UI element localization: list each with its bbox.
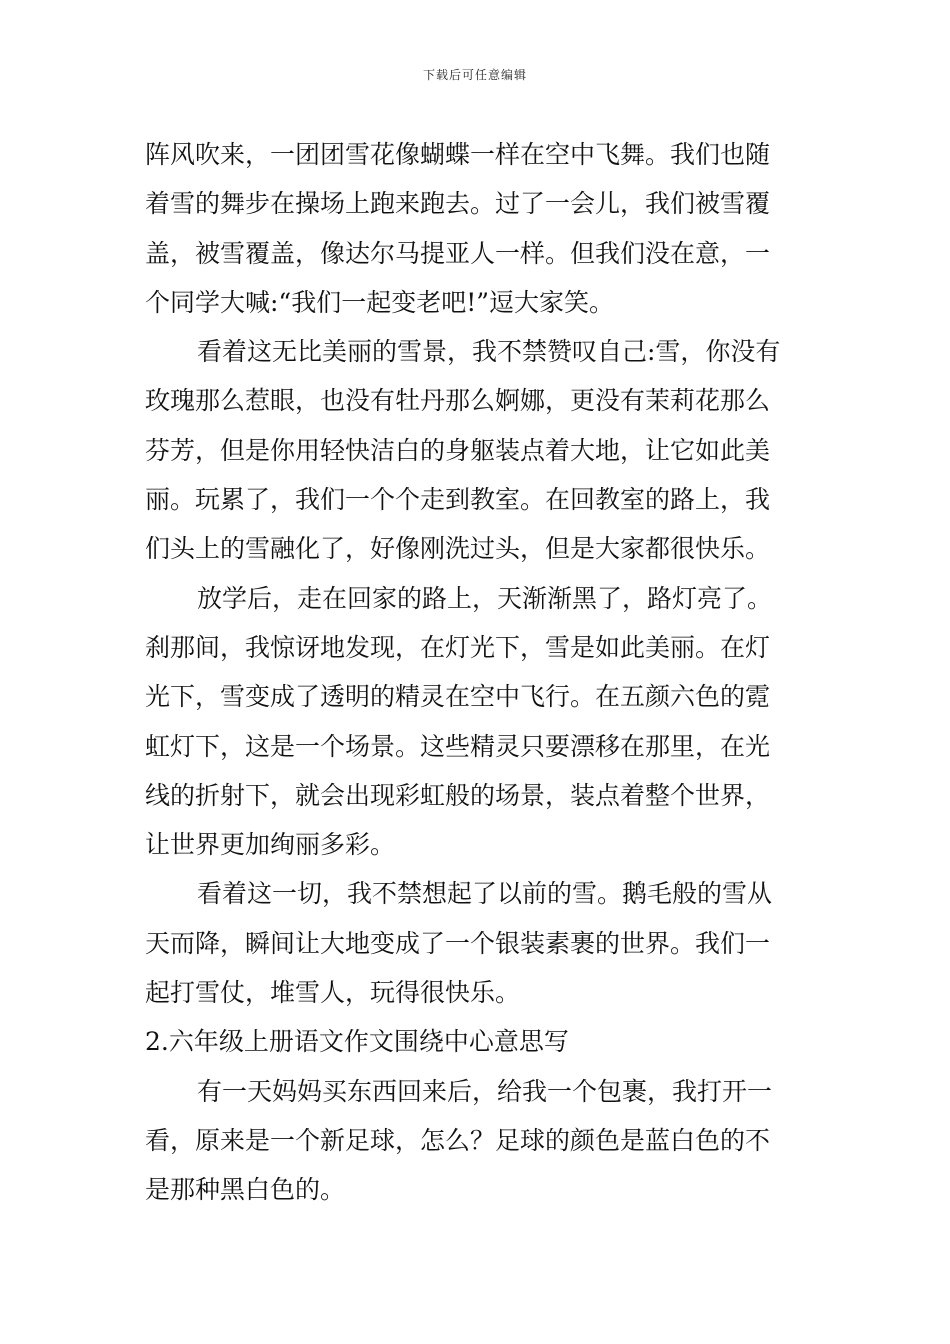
text-line: 是那种黑白色的。: [145, 1175, 346, 1205]
paragraph-start-line: 看着这无比美丽的雪景，我不禁赞叹自己:雪，你没有: [197, 337, 781, 367]
essay-body: [145, 130, 810, 1215]
text-line: 盖，被雪覆盖，像达尔马提亚人一样。但我们没在意，一: [145, 238, 771, 268]
text-line: 线的折射下，就会出现彩虹般的场景，装点着整个世界，: [145, 780, 771, 810]
paragraph-start-line: 放学后，走在回家的路上，天渐渐黑了，路灯亮了。: [197, 583, 773, 613]
text-line: 个同学大喊:“我们一起变老吧!”逗大家笑。: [145, 287, 615, 317]
text-line: 刹那间，我惊讶地发现，在灯光下，雪是如此美丽。在灯: [145, 632, 771, 662]
text-line: 们头上的雪融化了，好像刚洗过头，但是大家都很快乐。: [145, 534, 771, 564]
text-line: 丽。玩累了，我们一个个走到教室。在回教室的路上，我: [145, 485, 771, 515]
text-line: 起打雪仗，堆雪人，玩得很快乐。: [145, 978, 521, 1008]
text-line: 阵风吹来，一团团雪花像蝴蝶一样在空中飞舞。我们也随: [145, 140, 771, 169]
text-line: 虹灯下，这是一个场景。这些精灵只要漂移在那里，在光: [145, 731, 771, 761]
download-note: 下载后可任意编辑: [422, 68, 527, 82]
text-line: 光下，雪变成了透明的精灵在空中飞行。在五颜六色的霓: [145, 682, 771, 712]
text-line: 天而降，瞬间让大地变成了一个银装素裹的世界。我们一: [145, 928, 771, 958]
text-line: 着雪的舞步在操场上跑来跑去。过了一会儿，我们被雪覆: [145, 189, 771, 219]
section-heading: 2.六年级上册语文作文围绕中心意思写: [145, 1027, 569, 1057]
text-line: 让世界更加绚丽多彩。: [145, 830, 396, 860]
text-line: 玫瑰那么惹眼，也没有牡丹那么婀娜，更没有茉莉花那么: [145, 386, 771, 416]
paragraph-start-line: 看着这一切，我不禁想起了以前的雪。鹅毛般的雪从: [197, 879, 773, 909]
text-line: 看，原来是一个新足球，怎么？足球的颜色是蓝白色的不: [145, 1125, 771, 1155]
paragraph-start-line: 有一天妈妈买东西回来后，给我一个包裹，我打开一: [197, 1076, 773, 1106]
text-line: 芬芳，但是你用轻快洁白的身躯装点着大地，让它如此美: [145, 435, 771, 465]
